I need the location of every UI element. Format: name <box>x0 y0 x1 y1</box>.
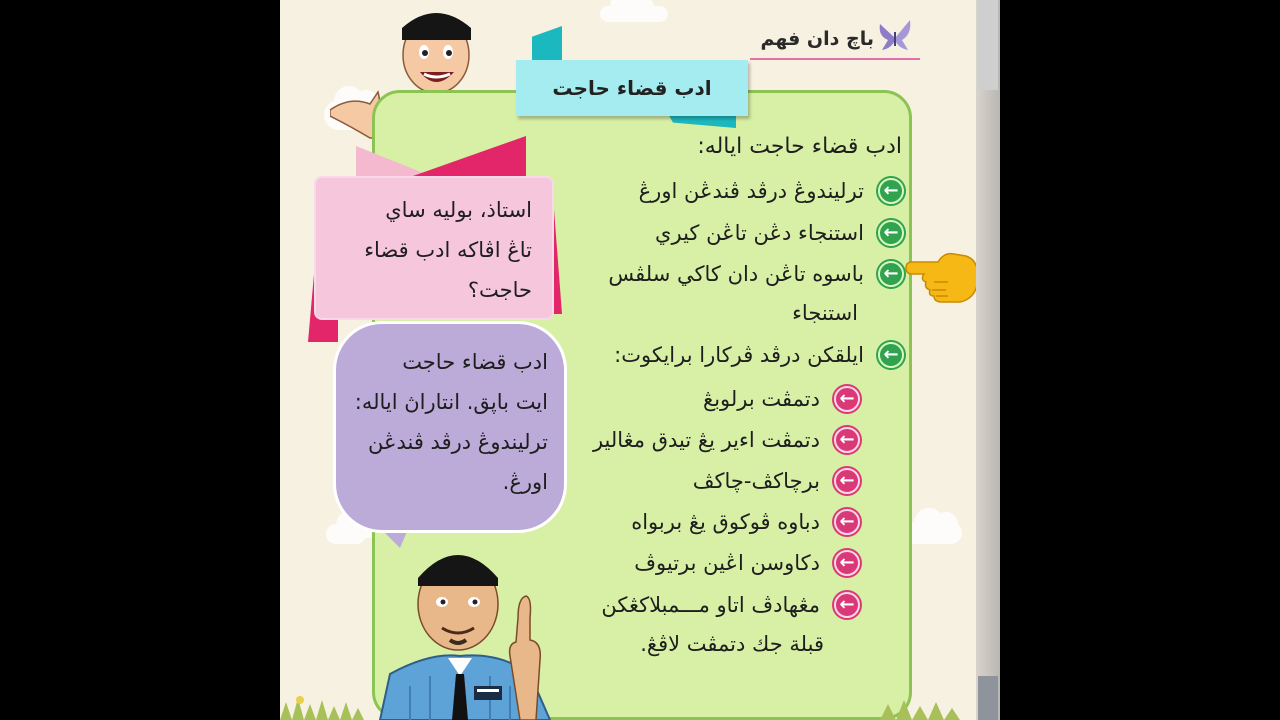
sub-list-item-continuation: قبلة جك دتمڤت لاڤڠ. <box>640 632 824 656</box>
list-item-continuation: استنجاء <box>792 301 858 325</box>
green-arrow-icon: ← <box>878 220 904 246</box>
bubble-text <box>322 190 532 310</box>
list-item <box>614 342 904 368</box>
page-scrollbar[interactable] <box>976 0 1000 720</box>
bubble-line: تاڠ اڤاكه ادب قضاء <box>364 238 532 262</box>
pink-arrow-icon: ← <box>834 550 860 576</box>
sub-list-item-text: دتمڤت اءير يڠ تيدق مڠالير <box>592 428 820 452</box>
sub-list-item-text: دباوه ڤوكوق يڠ بربواه <box>631 510 820 534</box>
pointing-hand-icon <box>904 246 976 306</box>
green-arrow-icon: ← <box>878 178 904 204</box>
pink-arrow-icon: ← <box>834 509 860 535</box>
ribbon-fold <box>532 26 562 62</box>
list-item <box>608 261 904 287</box>
list-item-text: ترليندوڠ درڤد ڤندڠن اورڠ <box>638 179 864 203</box>
list-item-text: باسوه تاڠن دان كاكي سلڤس <box>608 262 864 286</box>
sub-list-item-text: دتمڤت برلوبڠ <box>703 387 820 411</box>
sub-list-item <box>593 427 860 453</box>
title-ribbon <box>516 60 748 116</box>
answer-bubble <box>336 324 564 530</box>
scroll-footer <box>978 676 998 720</box>
sub-list-item <box>703 386 860 412</box>
list-item-text: ايلقكن درڤد ڤركارا برايكوت: <box>614 343 864 367</box>
pink-arrow-icon: ← <box>834 468 860 494</box>
sub-list-item-text: برچاكڤ-چاكڤ <box>692 469 820 493</box>
butterfly-icon <box>876 18 914 56</box>
sub-list-item-text: دكاوسن اڠين برتيوڤ <box>634 551 820 575</box>
list-item-text: استنجاء دڠن تاڠن كيري <box>655 221 864 245</box>
textbook-page <box>280 0 976 720</box>
teacher-question-bubble <box>316 178 552 318</box>
sub-list-item <box>601 592 860 618</box>
ribbon-title: ادب قضاء حاجت <box>516 60 748 116</box>
bubble-line: استاذ، بوليه ساي <box>385 198 532 222</box>
pink-arrow-icon: ← <box>834 427 860 453</box>
bubble-line: ايت باپق. انتاراڽ اياله: <box>354 390 548 414</box>
sub-list-item <box>631 509 860 535</box>
green-arrow-icon: ← <box>878 261 904 287</box>
list-item <box>655 220 904 246</box>
sub-list-item <box>634 550 860 576</box>
bubble-line: اورڠ. <box>502 470 548 494</box>
green-arrow-icon: ← <box>878 342 904 368</box>
bubble-line: ترليندوڠ درڤد ڤندڠن <box>367 430 548 454</box>
sub-list-item <box>693 468 860 494</box>
bubble-line: ادب قضاء حاجت <box>402 350 548 374</box>
grass-decoration <box>280 690 976 720</box>
cloud-decoration <box>600 6 668 22</box>
sub-list-item-text: مڠهادڤ اتاو مـــمبلاكڠكن <box>601 593 820 617</box>
intro-text: ادب قضاء حاجت اياله: <box>697 134 902 159</box>
pink-arrow-icon: ← <box>834 386 860 412</box>
bubble-text <box>334 342 548 502</box>
list-item <box>639 178 904 204</box>
bubble-line: حاجت؟ <box>467 278 532 302</box>
pink-arrow-icon: ← <box>834 592 860 618</box>
cloud-decoration <box>904 522 962 544</box>
scroll-thumb[interactable] <box>978 0 998 90</box>
chapter-heading <box>750 28 920 60</box>
chapter-heading-text: باچ دان فهم <box>760 28 874 50</box>
